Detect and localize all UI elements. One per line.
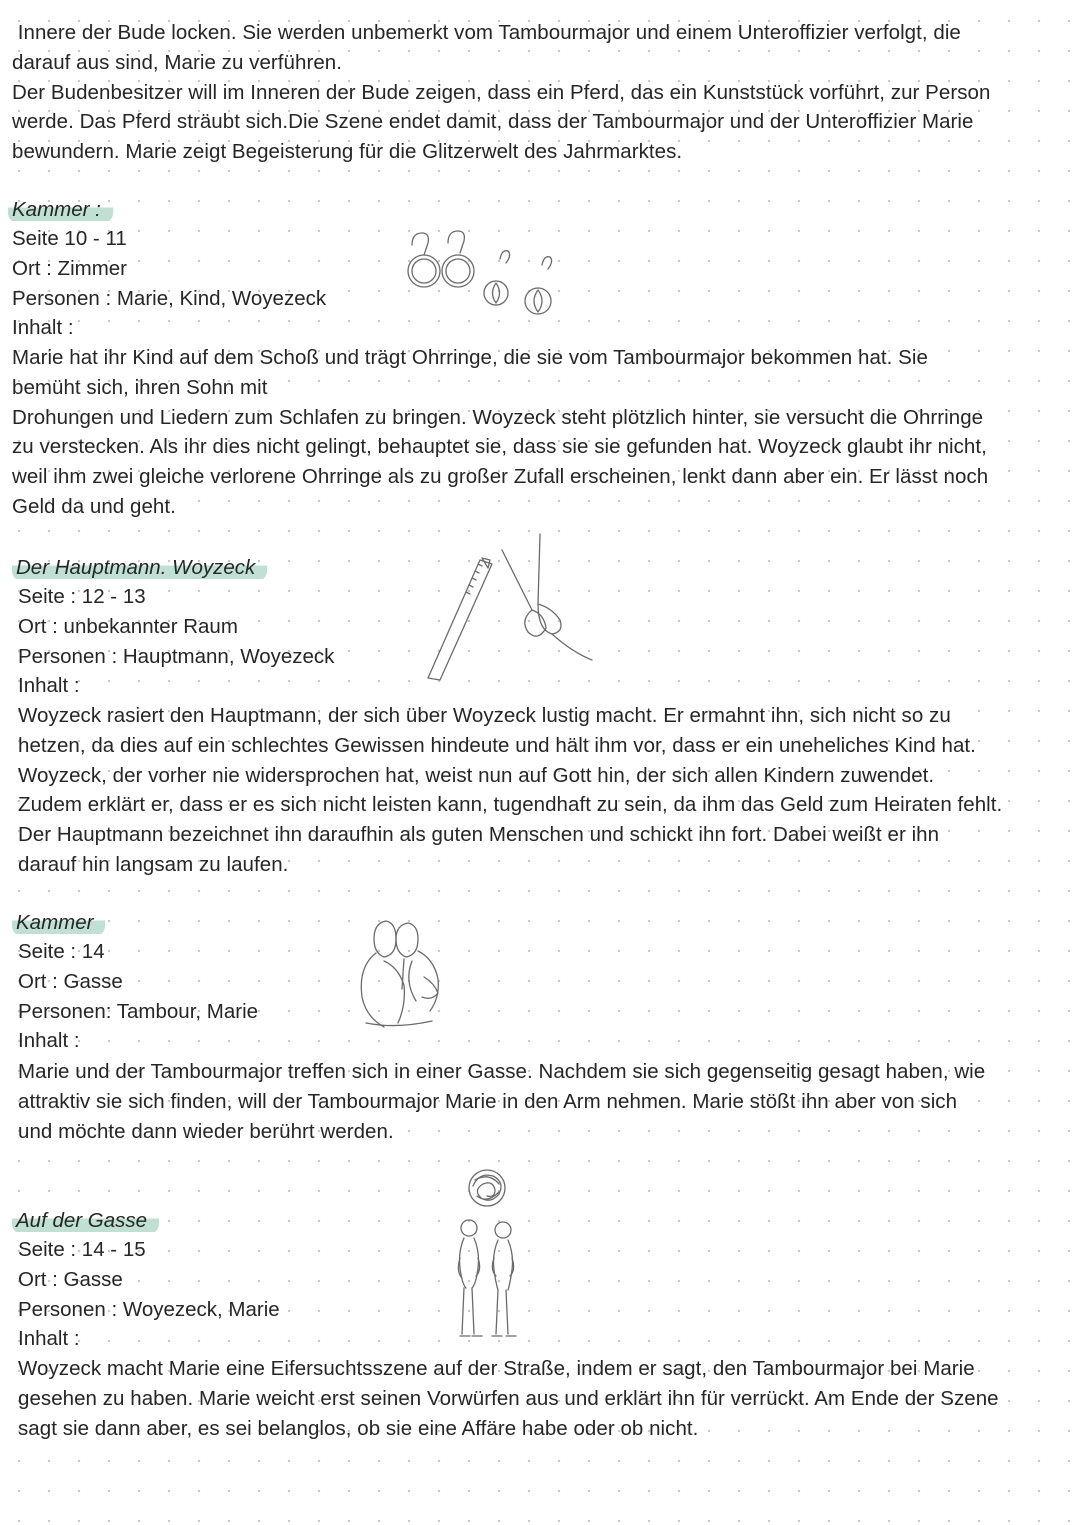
text-line: darauf aus sind, Marie zu verführen. [12, 50, 342, 74]
scene-characters: Personen: Tambour, Marie [18, 999, 259, 1023]
text-line: Der Hauptmann bezeichnet ihn daraufhin als guten Menschen und schickt ihn fort. Dabei weißt er ihn [18, 823, 940, 847]
text-line: Drohungen und Liedern zum Schlafen zu bringen. Woyzeck steht plötzlich hinter, sie versucht die Ohrringe [12, 405, 984, 429]
scene-pages: Seite : 14 [18, 940, 105, 963]
text-line: darauf hin langsam zu laufen. [18, 852, 289, 876]
intro-paragraph [12, 18, 990, 167]
text-line: Marie hat ihr Kind auf dem Schoß und trägt Ohrringe, die sie vom Tambourmajor bekommen hat. Sie [12, 346, 928, 369]
scene-characters: Personen : Woyezeck, Marie [18, 1297, 280, 1321]
scene-summary [18, 1057, 985, 1146]
scene-location: Ort : unbekannter Raum [18, 614, 238, 638]
scene-title: Der Hauptmann. Woyzeck [12, 555, 267, 581]
text-line: hetzen, da dies auf ein schlechtes Gewissen hindeute und hält ihm vor, dass er ein uneheliches Kind hat. [18, 733, 976, 757]
scene-pages: Seite : 14 - 15 [18, 1238, 146, 1261]
scene-summary [12, 343, 988, 522]
scene-location: Ort : Gasse [18, 969, 123, 993]
text-line: attraktiv sie sich finden, will der Tambourmajor Marie in den Arm nehmen. Marie stößt ihn aber von sich [18, 1089, 958, 1113]
scene-title: Auf der Gasse [12, 1208, 159, 1234]
scene-pages: Seite : 12 - 13 [18, 585, 146, 608]
scene-characters: Personen : Marie, Kind, Woyezeck [12, 286, 327, 310]
scene-title: Kammer [12, 910, 105, 936]
text-line: bewundern. Marie zeigt Begeisterung für die Glitzerwelt des Jahrmarktes. [12, 140, 683, 164]
scene-meta [12, 224, 326, 343]
text-line: werde. Das Pferd sträubt sich.Die Szene endet damit, dass der Tambourmajor und der Unteroffizier Marie [12, 110, 974, 134]
scene-location: Ort : Gasse [18, 1267, 123, 1291]
text-line: weil ihm zwei gleiche verlorene Ohrringe als zu großer Zufall erscheinen, lenkt dann aber ein. Er lässt noch [12, 465, 989, 489]
scene-content-label: Inhalt : [18, 1327, 80, 1351]
text-line: Woyzeck, der vorher nie widersprochen hat, weist nun auf Gott hin, der sich allen Kindern zuwendet. [18, 763, 935, 787]
text-line: Zudem erklärt er, dass er es sich nicht leisten kann, tugendhaft zu sein, da ihm das Geld zum Heiraten fehlt. [18, 793, 1003, 817]
scene-pages: Seite 10 - 11 [12, 227, 127, 250]
scene-content-label: Inhalt : [18, 1029, 80, 1053]
scene-location: Ort : Zimmer [12, 256, 128, 280]
text-line: bemüht sich, ihren Sohn mit [12, 375, 268, 399]
embracing-couple-drawing [358, 915, 448, 1030]
text-line: zu verstecken. Als ihr dies nicht gelingt, behauptet sie, dass sie sie gefunden hat. Woyzeck glaubt ihr nicht, [12, 435, 987, 459]
scene-summary [18, 1354, 999, 1443]
scribble-cloud-drawing [465, 1166, 509, 1210]
arguing-couple-drawing [452, 1218, 522, 1348]
text-line: Woyzeck macht Marie eine Eifersuchtsszene auf der Straße, indem er sagt, den Tambourmajor bei Marie [18, 1357, 975, 1380]
earrings-drawing [400, 225, 560, 325]
text-line: Geld da und geht. [12, 494, 176, 518]
scene-meta [18, 1235, 280, 1354]
scene-content-label: Inhalt : [12, 316, 74, 340]
text-line: Marie und der Tambourmajor treffen sich in einer Gasse. Nachdem sie sich gegenseitig gesagt haben, wie [18, 1060, 986, 1083]
text-line: und möchte dann wieder berührt werden. [18, 1119, 394, 1143]
text-line: Innere der Bude locken. Sie werden unbemerkt vom Tambourmajor und einem Unteroffizier verfolgt, die [12, 21, 961, 44]
scene-content-label: Inhalt : [18, 674, 80, 698]
scene-summary [18, 701, 1002, 880]
scene-meta [18, 582, 334, 701]
text-line: sagt sie dann aber, es sei belanglos, ob sie eine Affäre habe oder ob nicht. [18, 1416, 699, 1440]
scene-characters: Personen : Hauptmann, Woyezeck [18, 644, 335, 668]
text-line: Der Budenbesitzer will im Inneren der Bude zeigen, dass ein Pferd, das ein Kunststück vorführt, zur Person [12, 80, 991, 104]
scene-title: Kammer : [8, 197, 113, 223]
text-line: Woyzeck rasiert den Hauptmann, der sich über Woyzeck lustig macht. Er ermahnt ihn, sich nicht so zu [18, 704, 951, 727]
comb-scissors-drawing [420, 530, 600, 680]
text-line: gesehen zu haben. Marie weicht erst seinen Vorwürfen aus und erklärt ihn für verrückt. Am Ende der Szene [18, 1386, 999, 1410]
scene-meta [18, 937, 258, 1056]
